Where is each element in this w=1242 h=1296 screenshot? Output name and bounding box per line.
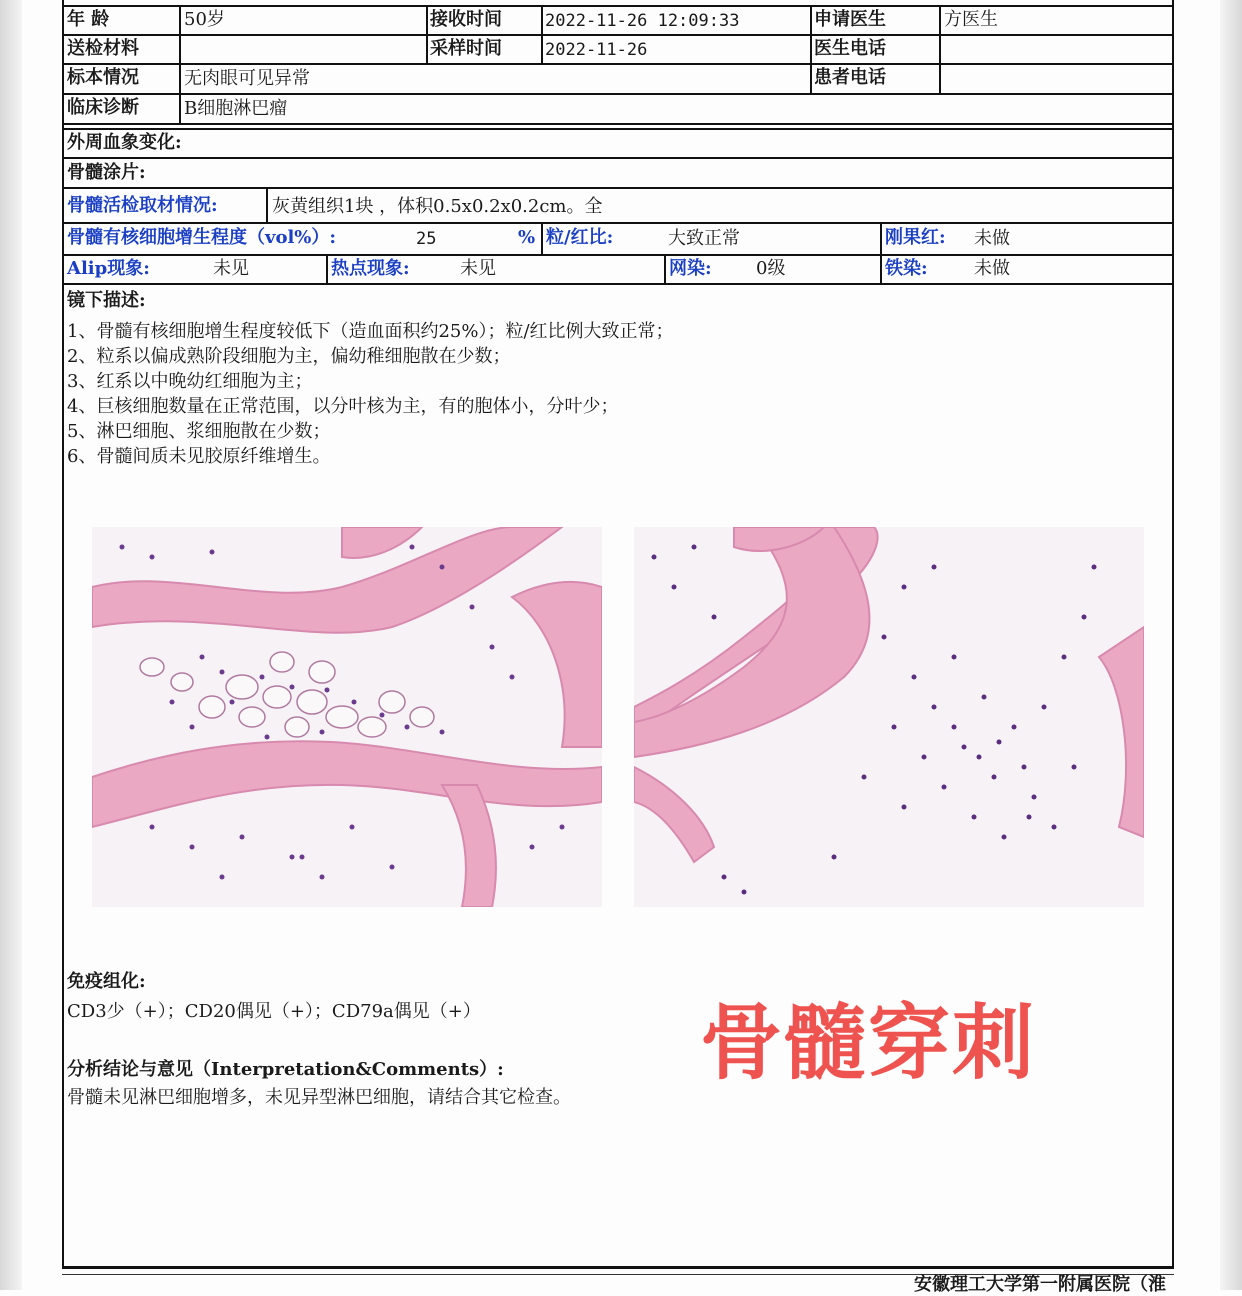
receive-time-value: 2022-11-26 12:09:33 [545,11,740,31]
sample-time-label: 采样时间 [430,38,502,59]
page-edge-right [1220,0,1242,1290]
table-rule [179,5,181,123]
hotspot-value: 未见 [460,258,496,279]
specimen-value: 无肉眼可见异常 [184,68,310,89]
doctor-label: 申请医生 [814,9,886,30]
conclusion-value: 骨髓未见淋巴细胞增多，未见异型淋巴细胞，请结合其它检查。 [67,1087,571,1108]
microscopy-line: 1、骨髓有核细胞增生程度较低下（造血面积约25%）；粒/红比例大致正常； [67,321,674,342]
doctor-value: 方医生 [944,9,998,30]
table-rule [62,254,1174,256]
reticulin-value: 0级 [756,258,786,279]
diagnosis-label: 临床诊断 [67,97,139,118]
ratio-value: 大致正常 [668,228,740,249]
material-label: 送检材料 [67,38,139,59]
iron-stain-value: 未做 [974,258,1010,279]
reticulin-label: 网染: [669,258,712,279]
table-rule [62,63,1174,65]
histology-image-left [92,527,602,907]
footer-rule [62,1266,1174,1269]
receive-time-label: 接收时间 [430,9,502,30]
microscopy-line: 5、淋巴细胞、浆细胞散在少数； [67,421,331,442]
cellularity-label: 骨髓有核细胞增生程度（vol%）: [67,227,337,248]
age-value: 50岁 [184,9,225,30]
hospital-name: 安徽理工大学第一附属医院（淮 [914,1274,1166,1295]
table-rule [664,254,666,283]
table-rule [62,5,1174,7]
table-rule [541,5,543,64]
congo-red-label: 刚果红: [885,227,946,248]
table-rule [880,222,882,283]
alip-label: Alip现象: [67,258,150,279]
diagnosis-value: B细胞淋巴瘤 [184,98,288,119]
congo-red-value: 未做 [974,228,1010,249]
table-rule [266,187,268,222]
table-rule [62,157,1174,159]
histology-image-right [634,527,1144,907]
table-rule [326,254,328,283]
table-rule [62,283,1174,285]
age-label: 年 龄 [67,9,110,30]
microscopy-line: 4、巨核细胞数量在正常范围，以分叶核为主，有的胞体小，分叶少； [67,396,619,417]
biopsy-label: 骨髓活检取材情况: [67,195,218,216]
table-rule [62,222,1174,224]
hotspot-label: 热点现象: [331,258,410,279]
ihc-title: 免疫组化: [67,971,146,992]
biopsy-value: 灰黄组织1块 ，体积0.5x0.2x0.2cm。全 [272,196,603,217]
alip-value: 未见 [213,258,249,279]
cellularity-value: 25 [416,229,437,249]
smear-label: 骨髓涂片: [67,162,146,183]
stamp-text: 骨髓穿刺 [700,996,1037,1091]
microscopy-line: 2、粒系以偏成熟阶段细胞为主，偏幼稚细胞散在少数； [67,346,511,367]
table-rule [939,5,941,93]
table-rule [62,34,1174,36]
microscopy-line: 6、骨髓间质未见胶原纤维增生。 [67,446,331,467]
microscopy-line: 3、红系以中晚幼红细胞为主； [67,371,313,392]
sample-time-value: 2022-11-26 [545,40,648,60]
peripheral-blood-label: 外周血象变化: [67,132,182,153]
table-rule [541,222,543,254]
conclusion-title: 分析结论与意见（Interpretation&Comments）: [67,1059,504,1080]
table-rule [62,93,1174,95]
table-rule [62,123,1174,125]
table-rule [810,5,812,93]
table-rule [62,187,1174,189]
table-rule [62,128,1174,130]
iron-stain-label: 铁染: [885,258,928,279]
ratio-label: 粒/红比: [546,227,614,248]
ihc-value: CD3少（+）；CD20偶见（+）；CD79a偶见（+） [67,1001,481,1022]
table-rule [426,5,428,64]
page-edge-left [0,0,22,1290]
patient-phone-label: 患者电话 [814,67,886,88]
specimen-label: 标本情况 [67,67,139,88]
doctor-phone-label: 医生电话 [814,38,886,59]
microscopy-title: 镜下描述: [67,290,146,311]
cellularity-unit: % [518,227,536,248]
